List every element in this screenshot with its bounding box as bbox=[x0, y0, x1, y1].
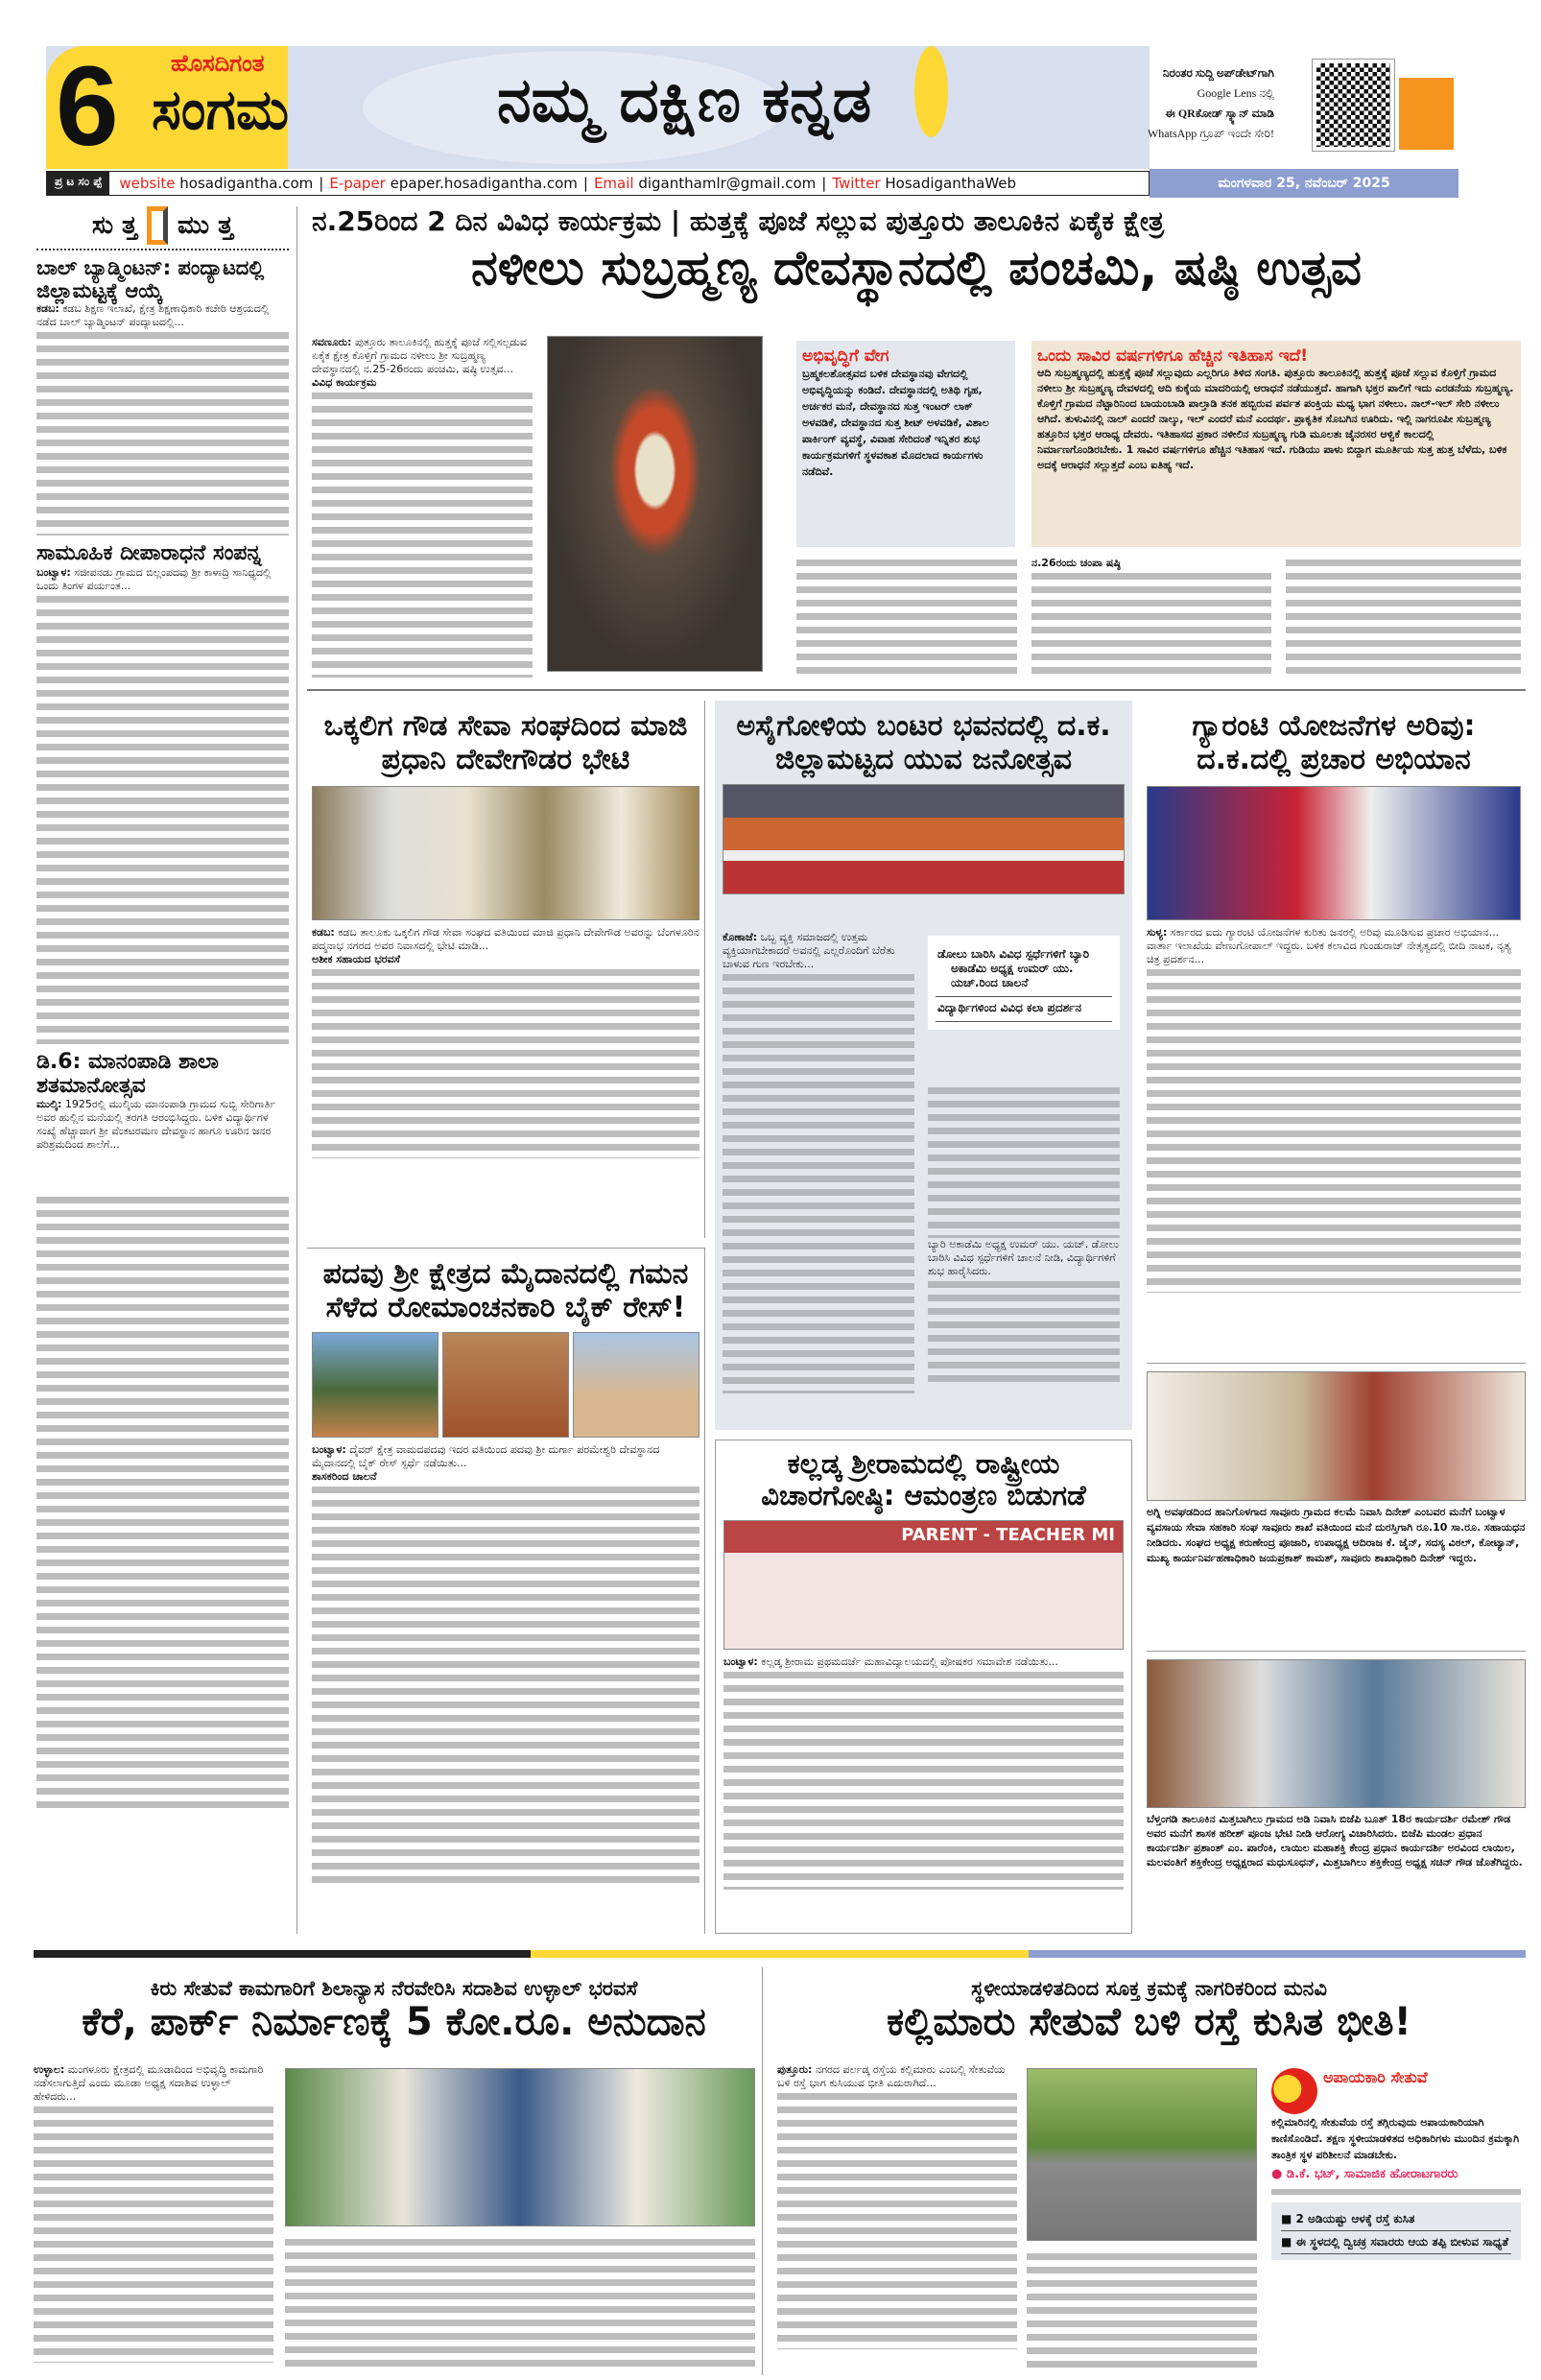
headline: ಗ್ಯಾರಂಟಿ ಯೋಜನೆಗಳ ಅರಿವು: ದ.ಕ.ದಲ್ಲಿ ಪ್ರಚಾರ ಅಭಿಯಾನ bbox=[1192, 709, 1476, 776]
campaign-photo bbox=[1147, 786, 1521, 920]
brand-logo: ಹೊಸದಿಗಂತ bbox=[171, 50, 265, 77]
bike-race-photo bbox=[573, 1332, 699, 1438]
headline: ಡಿ.6: ಮಾನಂಪಾಡಿ ಶಾಲಾ ಶತಮಾನೋತ್ಸವ bbox=[36, 1049, 219, 1098]
date: ಮಂಗಳವಾರ 25, ನವೆಂಬರ್ 2025 bbox=[1150, 169, 1458, 198]
quote-box: ಅಪಾಯಕಾರಿ ಸೇತುವೆ ಕಲ್ಲಿಮಾರಿನಲ್ಲಿ ಸೇತುವೆಯ ರಸ್ತೆ ತಗ್ಗಿರುವುದು ಅಪಾಯಕಾರಿಯಾಗಿ ಕಾಣಿಸೊಂಡಿದೆ. ತಕ್ಷಣ ಸ್ಥಳೀಯಾಡಳಿತದ ಅಧಿಕಾರಿಗಳು ಮುಂದಿನ ಕ್ರಮಕ್ಕಾಗಿ ತಾಂತ್ರಿಕ ಸ್ಥಳ ಪರಿಶೀಲನೆ ಮಾಡಬೇಕು. ● ಡಿ.ಕೆ. ಭಟ್, ಸಾಮಾಜಿಕ ಹೋರಾಟಗಾರರು ■ 2 ಅಡಿಯಷ್ಟು ಆಳಕ್ಕೆ ರಸ್ತೆ ಕುಸಿತ ■ ಈ ಸ್ಥಳದಲ್ಲಿ ದ್ವಿಚಕ್ರ ಸವಾರರು ಆಯ ತಪ್ಪಿ ಬೀಳುವ ಸಾಧ್ಯತೆ bbox=[1271, 2068, 1521, 2260]
headline: ಒಕ್ಕಲಿಗ ಗೌಡ ಸೇವಾ ಸಂಘದಿಂದ ಮಾಜಿ ಪ್ರಧಾನಿ ದೇವೇಗೌಡರ ಭೇಟಿ bbox=[323, 709, 688, 776]
headline: ಅಸೈಗೋಳಿಯ ಬಂಟರ ಭವನದಲ್ಲಿ ದ.ಕ. ಜಿಲ್ಲಾಮಟ್ಟದ ಯುವ ಜನೋತ್ಸವ bbox=[736, 709, 1111, 776]
subhead: ನ.26ರಂದು ಚಂಪಾ ಷಷ್ಠಿ bbox=[1031, 557, 1121, 569]
story-bridge: ಸ್ಥಳೀಯಾಡಳಿತದಿಂದ ಸೂಕ್ತ ಕ್ರಮಕ್ಕೆ ನಾಗರಿಕರಿಂದ ಮನವಿ ಕಲ್ಲಿಮಾರು ಸೇತುವೆ ಬಳಿ ರಸ್ತೆ ಕುಸಿತ ಭೀತಿ! ಪುತ್ತೂರು: ನಗರದ ಪರ್ಲಡ್ಕ ರಸ್ತೆಯ ಕಲ್ಲಿಮಾರು ಎಂಬಲ್ಲಿ ಸೇತುವೆಯ ಬಳಿ ರಸ್ತೆ ಭಾಗ ಕುಸಿಯುವ ಭೀತಿ ಎದುರಾಗಿದೆ... ಅಪಾಯಕಾರಿ ಸೇತುವೆ ಕಲ್ಲಿಮಾರಿನಲ್ಲಿ ಸೇತುವೆಯ ರಸ್ತೆ ತಗ್ಗಿರುವುದು ಅಪಾಯಕಾರಿಯಾಗಿ ಕಾಣಿಸೊಂಡಿದೆ. ತಕ್ಷಣ ಸ್ಥಳೀಯಾಡಳಿತದ ಅಧಿಕಾರಿಗಳು ಮುಂದಿನ ಕ್ರಮಕ್ಕಾಗಿ ತಾಂತ್ರಿಕ ಸ್ಥಳ ಪರಿಶೀಲನೆ ಮಾಡಬೇಕು. ● ಡಿ.ಕೆ. ಭಟ್, ಸಾಮಾಜಿಕ ಹೋರಾಟಗಾರರು ■ 2 ಅಡಿಯಷ್ಟು ಆಳಕ್ಕೆ ರಸ್ತೆ ಕುಸಿತ ■ ಈ ಸ್ಥಳದಲ್ಲಿ ದ್ವಿಚಕ್ರ ಸವಾರರು ಆಯ ತಪ್ಪಿ ಬೀಳುವ ಸಾಧ್ಯತೆ bbox=[772, 1967, 1526, 2375]
section-divider bbox=[34, 1950, 1526, 1958]
bullet-item: ■ 2 ಅಡಿಯಷ್ಟು ಆಳಕ್ಕೆ ರಸ್ತೆ ಕುಸಿತ bbox=[1281, 2208, 1511, 2231]
story-gowda: ಒಕ್ಕಲಿಗ ಗೌಡ ಸೇವಾ ಸಂಘದಿಂದ ಮಾಜಿ ಪ್ರಧಾನಿ ದೇವೇಗೌಡರ ಭೇಟಿ ಕಡಬ: ಕಡಬ ತಾಲೂಕು ಒಕ್ಕಲಿಗ ಗೌಡ ಸೇವಾ ಸಂಘದ ವತಿಯಿಂದ ಮಾಜಿ ಪ್ರಧಾನಿ ದೇವೇಗೌಡ ಅವರನ್ನು ಬೆಂಗಳೂರಿನ ಪದ್ಮನಾಭ ನಗರದ ಅವರ ನಿವಾಸದಲ್ಲಿ ಭೇಟಿ ಮಾಡಿ... ಅಶೀಕ ಸಹಾಯದ ಭರವಸೆ bbox=[307, 701, 705, 1238]
bike-race-photo bbox=[312, 1332, 439, 1438]
photo-news-mla-visit: ಬೆಳ್ತಂಗಡಿ ತಾಲೂಕಿನ ಮಿತ್ತಬಾಗಿಲು ಗ್ರಾಮದ ಅಡಿ ನಿವಾಸಿ ಬಿಜೆಪಿ ಬೂತ್ 18ರ ಕಾರ್ಯದರ್ಶಿ ರಮೇಶ್ ಗೌಡ ಅವರ ಮನೆಗೆ ಶಾಸಕ ಹರೀಶ್ ಪೂಂಜ ಭೇಟಿ ನೀಡಿ ಆರೋಗ್ಯ ವಿಚಾರಿಸಿದರು. ಬಿಜೆಪಿ ಮಂಡಲ ಪ್ರಧಾನ ಕಾರ್ಯದರ್ಶಿ ಪ್ರಶಾಂತ್ ಎಂ. ಪಾರೆಂಕಿ, ಲಾಯಿಲ ಮಹಾಶಕ್ತಿ ಕೇಂದ್ರ ಪ್ರಧಾನ ಕಾರ್ಯದರ್ಶಿ ಅರವಿಂದ ಲಾಯಿಲ, ಮಲವಂತಿಗೆ ಶಕ್ತಿಕೇಂದ್ರ ಅಧ್ಯಕ್ಷರಾದ ಮಧುಸೂಧನ್, ಮಿತ್ತಬಾಗಿಲು ಶಕ್ತಿಕೇಂದ್ರ ಅಧ್ಯಕ್ಷ ಸಚಿನ್ ಗೌಡ ಜೊತೆಗಿದ್ದರು. bbox=[1147, 1651, 1526, 1934]
window-icon bbox=[147, 206, 168, 245]
story-guarantee: ಗ್ಯಾರಂಟಿ ಯೋಜನೆಗಳ ಅರಿವು: ದ.ಕ.ದಲ್ಲಿ ಪ್ರಚಾರ ಅಭಿಯಾನ ಸುಳ್ಯ: ಸರ್ಕಾರದ ಐದು ಗ್ಯಾರಂಟಿ ಯೋಜನೆಗಳ ಕುರಿತು ಜನರಲ್ಲಿ ಅರಿವು ಮೂಡಿಸುವ ಪ್ರಚಾರ ಅಭಿಯಾನ... ವಾರ್ತಾ ಇಲಾಖೆಯ ವೇಣುಗೋಪಾಲ್ ಇದ್ದರು. ಬಳಿಕ ಕಲಾವಿದ ಗುಂಡುರಾಜ್ ನೇತೃತ್ವದಲ್ಲಿ ಬೀದಿ ನಾಟಕ, ನೃತ್ಯ ಚಿತ್ರ ಪ್ರದರ್ಶನ... bbox=[1142, 701, 1526, 1353]
headline: ಕೆರೆ, ಪಾರ್ಕ್ ನಿರ್ಮಾಣಕ್ಕೆ 5 ಕೋ.ರೂ. ಅನುದಾನ bbox=[82, 2000, 706, 2045]
story-kalladka: ಕಲ್ಲಡ್ಕ ಶ್ರೀರಾಮದಲ್ಲಿ ರಾಷ್ಟ್ರೀಯ ವಿಚಾರಗೋಷ್ಠಿ: ಆಮಂತ್ರಣ ಬಿಡುಗಡೆ PARENT - TEACHER MI ಬಂಟ್ವಾಳ: ಕಲ್ಲಡ್ಕ ಶ್ರೀರಾಮ ಪ್ರಥಮದರ್ಜೆ ಮಹಾವಿದ್ಯಾಲಯದಲ್ಲಿ ಪೋಷಕರ ಸಮಾವೇಶ ನಡೆಯಿತು... bbox=[715, 1440, 1132, 1934]
qr-code[interactable] bbox=[1313, 60, 1394, 151]
link-twitter[interactable]: Twitter HosadiganthaWeb bbox=[832, 175, 1017, 192]
page-number: 6 bbox=[56, 43, 115, 170]
info-box: ಅಭಿವೃದ್ಧಿಗೆ ವೇಗ ಬ್ರಹ್ಮಕಲಶೋತ್ಸವದ ಬಳಿಕ ದೇವಸ್ಥಾನವು ವೇಗದಲ್ಲಿ ಅಭಿವೃದ್ಧಿಯನ್ನು ಕಂಡಿದೆ. ದೇವಸ್ಥಾನದಲ್ಲಿ ಅತಿಥಿ ಗೃಹ, ಅರ್ಚಕರ ಮನೆ, ದೇವಸ್ಥಾನದ ಸುತ್ತ ಇಂಟರ್ ಲಾಕ್ ಅಳವಡಿಕೆ, ದೇವಸ್ಥಾನದ ಸುತ್ತ ಶೀಟ್ ಅಳವಡಿಕೆ, ವಿಶಾಲ ಪಾರ್ಕಿಂಗ್ ವ್ಯವಸ್ಥೆ, ವಿವಾಹ ಸೇರಿದಂತೆ ಇನ್ನಿತರ ಶುಭ ಕಾರ್ಯಕ್ರಮಗಳಿಗೆ ಸ್ಥಳವಕಾಶ ಮೊದಲಾದ ಕಾರ್ಯಗಳು ನಡೆದಿವೆ. bbox=[796, 341, 1015, 547]
suttamutta-label: ಸು ತ್ತ ಮು ತ್ತ bbox=[36, 206, 289, 250]
bullet-item: ಡೋಲು ಬಾರಿಸಿ ವಿವಿಧ ಸ್ಪರ್ಧೆಗಳಿಗೆ ಬ್ಯಾರಿ ಅಕಾಡೆಮಿ ಅಧ್ಯಕ್ಷ ಉಮರ್ ಯು. ಯಚ್.ರಿಂದ ಚಾಲನೆ bbox=[936, 943, 1112, 997]
meeting-photo bbox=[312, 786, 699, 920]
lead-story bbox=[307, 206, 1526, 691]
quote-author: ● ಡಿ.ಕೆ. ಭಟ್, ಸಾಮಾಜಿಕ ಹೋರಾಟಗಾರರು bbox=[1271, 2167, 1458, 2181]
left-column bbox=[36, 206, 297, 1934]
story-yuva: ಅಸೈಗೋಳಿಯ ಬಂಟರ ಭವನದಲ್ಲಿ ದ.ಕ. ಜಿಲ್ಲಾಮಟ್ಟದ ಯುವ ಜನೋತ್ಸವ ಕೊಣಾಜೆ: ಒಬ್ಬ ವ್ಯಕ್ತಿ ಸಮಾಜದಲ್ಲಿ ಉತ್ತಮ ವ್ಯಕ್ತಿಯಾಗಬೇಕಾದರೆ ಅವನಲ್ಲಿ ಎಲ್ಲರೊಂದಿಗೆ ಬೆರೆತು ಬಾಳುವ ಗುಣ ಇರಬೇಕು... ಡೋಲು ಬಾರಿಸಿ ವಿವಿಧ ಸ್ಪರ್ಧೆಗಳಿಗೆ ಬ್ಯಾರಿ ಅಕಾಡೆಮಿ ಅಧ್ಯಕ್ಷ ಉಮರ್ ಯು. ಯಚ್.ರಿಂದ ಚಾಲನೆ ವಿದ್ಯಾರ್ಥಿಗಳಿಂದ ವಿವಿಧ ಕಲಾ ಪ್ರದರ್ಶನ ಬ್ಯಾರಿ ಅಕಾಡೆಮಿ ಅಧ್ಯಕ್ಷ ಉಮರ್ ಯು. ಯಚ್. ಡೋಲು ಬಾರಿಸಿ ವಿವಿಧ ಸ್ಪರ್ಧೆಗಳಿಗೆ ಚಾಲನೆ ನೀಡಿ, ವಿದ್ಯಾರ್ಥಿಗಳಿಗೆ ಶುಭ ಹಾರೈಸಿದರು. bbox=[715, 701, 1132, 1430]
qr-instructions: ನಿರಂತರ ಸುದ್ದಿ ಅಪ್‌ಡೇಟ್‌ಗಾಗಿ Google Lens ನಲ್ಲಿ ಈ QRಕೋಡ್ ಸ್ಕ್ಯಾನ್ ಮಾಡಿ WhatsApp ಗ್ರೂಪ್ ಇಂದೇ ಸೇರಿ! bbox=[1147, 66, 1274, 140]
photo-news-fire-aid: ಅಗ್ನಿ ಅವಘಡದಿಂದ ಹಾನಿಗೊಳಗಾದ ಸಾವೂರು ಗ್ರಾಮದ ಕಲಮೆ ನಿವಾಸಿ ದಿನೇಶ್ ಎಂಬವರ ಮನೆಗೆ ಬಂಟ್ವಾಳ ವ್ಯವಸಾಯ ಸೇವಾ ಸಹಕಾರಿ ಸಂಘ ಸಾವೂರು ಶಾಖೆ ವತಿಯಿಂದ ಮನೆ ದುರಸ್ತಿಗಾಗಿ ರೂ.10 ಸಾ.ರೂ. ಸಹಾಯಧನ ನೀಡಿದರು. ಸಂಘದ ಅಧ್ಯಕ್ಷ ಕರುಣೇಂದ್ರ ಪೂಜಾರಿ, ಉಪಾಧ್ಯಕ್ಷ ಆದಿರಾಜ ಕೆ. ಜೈನ್, ಸದಸ್ಯ ವಿಠಲ್, ಕೋಟ್ಯಾನ್, ಮುಖ್ಯ ಕಾರ್ಯನಿರ್ವಹಣಾಧಿಕಾರಿ ಜಯಪ್ರಕಾಶ್ ಕಾಮತ್, ಸಾವೂರು ಶಾಖಾಧಿಕಾರಿ ದಿನೇಶ್ ಇದ್ದರು. bbox=[1147, 1363, 1526, 1646]
youth-fest-photo bbox=[723, 784, 1125, 894]
article-body: ಕಡಬ: ಕಡಬ ಶಿಕ್ಷಣ ಇಲಾಖೆ, ಕ್ಷೇತ್ರ ಶಿಕ್ಷಣಾಧಿಕಾರಿ ಕಚೇರಿ ಆಶ್ರಯದಲ್ಲಿ ನಡೆದ ಬಾಲ್ ಬ್ಯಾಡ್ಮಿಂಟನ್ ಪಂದ್ಯಾಟದಲ್ಲಿ... bbox=[36, 302, 270, 329]
headline: ಕಲ್ಲಡ್ಕ ಶ್ರೀರಾಮದಲ್ಲಿ ರಾಷ್ಟ್ರೀಯ ವಿಚಾರಗೋಷ್ಠಿ: ಆಮಂತ್ರಣ ಬಿಡುಗಡೆ bbox=[761, 1447, 1086, 1512]
cheque-handover-photo bbox=[1147, 1371, 1526, 1501]
subhead: ಅಶೀಕ ಸಹಾಯದ ಭರವಸೆ bbox=[312, 953, 400, 965]
page-title: ನಮ್ಮ ದಕ್ಷಿಣ ಕನ್ನಡ bbox=[497, 65, 872, 136]
mla-visit-photo bbox=[1147, 1659, 1526, 1808]
bridge-road-photo bbox=[1027, 2068, 1257, 2241]
temple-deity-photo bbox=[547, 336, 763, 672]
bike-race-photo bbox=[442, 1332, 569, 1438]
headline: ನಳೀಲು ಸುಬ್ರಹ್ಮಣ್ಯ ದೇವಸ್ಥಾನದಲ್ಲಿ ಪಂಚಮಿ, ಷಷ್ಠಿ ಉತ್ಸವ bbox=[471, 240, 1362, 297]
highlights-box bbox=[1271, 2202, 1521, 2260]
kicker: ಕಿರು ಸೇತುವೆ ಕಾಮಗಾರಿಗೆ ಶಿಲಾನ್ಯಾಸ ನೆರವೇರಿಸಿ ಸದಾಶಿವ ಉಳ್ಳಾಲ್ ಭರವಸೆ bbox=[150, 1977, 638, 2000]
headline: ಕಲ್ಲಿಮಾರು ಸೇತುವೆ ಬಳಿ ರಸ್ತೆ ಕುಸಿತ ಭೀತಿ! bbox=[887, 2000, 1411, 2045]
link-website[interactable]: website hosadigantha.com bbox=[119, 175, 314, 192]
bullet-item: ವಿದ್ಯಾರ್ಥಿಗಳಿಂದ ವಿವಿಧ ಕಲಾ ಪ್ರದರ್ಶನ bbox=[936, 997, 1112, 1022]
info-strip: ಪ್ರ ಟ ಸಂ ಪ್ಪೆ website hosadigantha.com | E-paper epaper.hosadigantha.com | Email diganthamlr@gmail.com | Twitter HosadiganthaWeb bbox=[46, 171, 1150, 196]
bullet-item: ■ ಈ ಸ್ಥಳದಲ್ಲಿ ದ್ವಿಚಕ್ರ ಸವಾರರು ಆಯ ತಪ್ಪಿ ಬೀಳುವ ಸಾಧ್ಯತೆ bbox=[1281, 2231, 1511, 2254]
headline: ಸಾಮೂಹಿಕ ದೀಪಾರಾಧನೆ ಸಂಪನ್ನ bbox=[36, 541, 262, 566]
quote-icon bbox=[1271, 2068, 1317, 2114]
edition-label: ಪ್ರ ಟ ಸಂ ಪ್ಪೆ bbox=[47, 172, 109, 195]
link-email[interactable]: Email diganthamlr@gmail.com bbox=[593, 175, 817, 192]
headline: ಪದವು ಶ್ರೀ ಕ್ಷೇತ್ರದ ಮೈದಾನದಲ್ಲಿ ಗಮನ ಸೆಳೆದ ರೋಮಾಂಚನಕಾರಿ ಬೈಕ್ ರೇಸ್! bbox=[322, 1257, 689, 1324]
article-body: ಬಂಟ್ವಾಳ: ಸಜೀಪನಡು ಗ್ರಾಮದ ಬಿಲ್ಲಂಪದವು ಶ್ರೀ ಕಾಳಾದ್ರಿ ಸಾನಿಧ್ಯದಲ್ಲಿ ಒಂದು ತಿಂಗಳ ಪರ್ಯಂತ... bbox=[36, 565, 272, 592]
masthead bbox=[46, 43, 1495, 192]
foundation-ceremony-photo bbox=[285, 2068, 755, 2226]
section-title: ಸಂಗಮ bbox=[152, 77, 290, 142]
kicker: ನ.25ರಿಂದ 2 ದಿನ ವಿವಿಧ ಕಾರ್ಯಕ್ರಮ | ಹುತ್ತಕ್ಕೆ ಪೂಜೆ ಸಲ್ಲುವ ಪುತ್ತೂರು ತಾಲೂಕಿನ ಏಕೈಕ ಕ್ಷೇತ್ರ bbox=[312, 205, 1165, 237]
link-epaper[interactable]: E-paper epaper.hosadigantha.com bbox=[329, 175, 578, 192]
article-body: ಸವಣೂರು: ಪುತ್ತೂರು ತಾಲೂಕಿನಲ್ಲಿ ಹುತ್ತಕ್ಕೆ ಪೂಜೆ ಸಲ್ಲಿಸಲ್ಪಡುವ ಏಕೈಕ ಕ್ಷೇತ್ರ ಕೊಳ್ತಿಗೆ ಗ್ರಾಮದ ನಳೀಲು ಶ್ರೀ ಸುಬ್ರಹ್ಮಣ್ಯ ದೇವಸ್ಥಾನದಲ್ಲಿ ನ.25-26ರಂದು ಪಂಚಮಿ, ಷಷ್ಠಿ ಉತ್ಸವ... ವಿವಿಧ ಕಾರ್ಯಕ್ರಮ bbox=[312, 336, 533, 681]
story-bike-race: ಪದವು ಶ್ರೀ ಕ್ಷೇತ್ರದ ಮೈದಾನದಲ್ಲಿ ಗಮನ ಸೆಳೆದ ರೋಮಾಂಚನಕಾರಿ ಬೈಕ್ ರೇಸ್! ಬಂಟ್ವಾಳ: ದೈವರ್ ಕ್ಷೇತ್ರ ವಾಮದಪದವು ಇದರ ವತಿಯಿಂದ ಪದವು ಶ್ರೀ ದುರ್ಗಾ ಪರಮೇಶ್ವರಿ ದೇವಸ್ಥಾನದ ಮೈದಾನದಲ್ಲಿ ಬೈಕ್ ರೇಸ್ ಸ್ಪರ್ಧೆ ನಡೆಯಿತು... ಶಾಸಕರಿಂದ ಚಾಲನೆ bbox=[307, 1248, 705, 1934]
story-kere-park: ಕಿರು ಸೇತುವೆ ಕಾಮಗಾರಿಗೆ ಶಿಲಾನ್ಯಾಸ ನೆರವೇರಿಸಿ ಸದಾಶಿವ ಉಳ್ಳಾಲ್ ಭರವಸೆ ಕೆರೆ, ಪಾರ್ಕ್ ನಿರ್ಮಾಣಕ್ಕೆ 5 ಕೋ.ರೂ. ಅನುದಾನ ಉಳ್ಳಾಲ: ಮಂಗಳೂರು ಕ್ಷೇತ್ರದಲ್ಲಿ ಮೂಡಾದಿಂದ ಅಭಿವೃದ್ಧಿ ಕಾಮಗಾರಿ ನಡೆಸಲಾಗುತ್ತಿದೆ ಎಂದು ಮೂಡಾ ಅಧ್ಯಕ್ಷ ಸದಾಶಿವ ಉಳ್ಳಾಲ್ ಹೇಳಿದರು... bbox=[34, 1967, 763, 2375]
article-body: ಮುಲ್ಕಿ: 1925ರಲ್ಲಿ ಮುಲ್ಕಿಯ ಮಾನಂಪಾಡಿ ಗ್ರಾಮದ ಸುಬ್ಬಿ ಸೇರಿಗಾರ್ತಿ ಅವರ ಹುಲ್ಲಿನ ಮನೆಯಲ್ಲಿ ತರಗತಿ ಆರಂಭಿಸಿದ್ದರು. ಬಳಿಕ ವಿದ್ಯಾರ್ಥಿಗಳ ಸಂಖ್ಯೆ ಹೆಚ್ಚಾದಾಗ ಶ್ರೀ ವೆಂಕಟರಮಣ ದೇವಸ್ಥಾನ ಹಾಗೂ ಊರಿನ ಜನರ ಪರಿಶ್ರಮದಿಂದ ಶಾಲೆಗೆ... bbox=[36, 1098, 276, 1152]
headline: ಬಾಲ್ ಬ್ಯಾಡ್ಮಿಂಟನ್: ಪಂದ್ಯಾಟದಲ್ಲಿ ಜಿಲ್ಲಾಮಟ್ಟಕ್ಕೆ ಆಯ್ಕೆ bbox=[36, 256, 265, 303]
subhead: ಶಾಸಕರಿಂದ ಚಾಲನೆ bbox=[312, 1470, 377, 1483]
invitation-release-photo: PARENT - TEACHER MI bbox=[723, 1520, 1124, 1650]
kicker: ಸ್ಥಳೀಯಾಡಳಿತದಿಂದ ಸೂಕ್ತ ಕ್ರಮಕ್ಕೆ ನಾಗರಿಕರಿಂದ ಮನವಿ bbox=[971, 1977, 1327, 2000]
history-box: ಒಂದು ಸಾವಿರ ವರ್ಷಗಳಿಗೂ ಹೆಚ್ಚಿನ ಇತಿಹಾಸ ಇದೆ! ಆದಿ ಸುಬ್ರಹ್ಮಣ್ಯದಲ್ಲಿ ಹುತ್ತಕ್ಕೆ ಪೂಜೆ ಸಲ್ಲುವುದು ಎಲ್ಲರಿಗೂ ತಿಳಿದ ಸಂಗತಿ. ಪುತ್ತೂರು ತಾಲೂಕಿನಲ್ಲಿ ಹುತ್ತಕ್ಕೆ ಪೂಜೆ ಸಲ್ಲುವ ಕೊಳ್ತಿಗೆ ಗ್ರಾಮದ ನಳೀಲು ಶ್ರೀ ಸುಬ್ರಹ್ಮಣ್ಯ ದೇವಳದಲ್ಲಿ ಆದಿ ಕುಕ್ಕೆಯ ಮಾದರಿಯಲ್ಲಿ ಆರಾಧನೆ ನಡೆಯುತ್ತದೆ. ಹಾಗಾಗಿ ಭಕ್ತರ ಪಾಲಿಗೆ ಇದು ಎರಡನೆಯ ಸುಬ್ರಹ್ಮಣ್ಯ. ಕೊಳ್ತಿಗೆ ಗ್ರಾಮದ ನೆಟ್ಟಾರಿನಿಂದ ಬಾಯಂಬಾಡಿ ಪಾಲ್ತಾಡಿ ತನಕ ಹಬ್ಬಿರುವ ಪರ್ವತ ಪಂಕ್ತಿಯ ಮಧ್ಯ ಭಾಗ ನಳೀಲು. ನಾಲ್-ಇಲ್ ಸೇರಿ ನಳೀಲು ಆಗಿದೆ. ತುಳುವಿನಲ್ಲಿ ನಾಲ್ ಎಂದರೆ ನಾಲ್ಕು, ಇಲ್ ಎಂದರೆ ಮನೆ ಎಂದರ್ಥ. ಪ್ರಾಕೃತಿಕ ಸೊಬಗಿನ ಊರಿದು. ಇಲ್ಲಿ ನಾಗರೂಪೀ ಸುಬ್ರಹ್ಮಣ್ಯ ಹತ್ತೂರಿನ ಭಕ್ತರ ಆರಾಧ್ಯ ದೇವರು. ಇತಿಹಾಸದ ಪ್ರಕಾರ ನಳೀಲಿನ ಸುಬ್ರಹ್ಮಣ್ಯ ಗುಡಿ ಮೂಲತಃ ಜೈನರಸರ ಆಳ್ವಿಕೆ ಕಾಲದಲ್ಲಿ ನಿರ್ಮಾಣಗೊಂಡಿರಬೇಕು. 1 ಸಾವಿರ ವರ್ಷಗಳಿಗೂ ಹೆಚ್ಚಿನ ಇತಿಹಾಸ ಇದೆ. ಗುಡಿಯು ಪಾಳು ಬಿದ್ದಾಗ ಮೂರ್ತಿಯ ಸುತ್ತ ಹುತ್ತ ಬೆಳೆದು, ಬಳಿಕ ಅದಕ್ಕೆ ಆರಾಧನೆ ಸಲ್ಲುತ್ತದೆ ಎಂಬ ಐತಿಹ್ಯ ಇದೆ. bbox=[1031, 341, 1521, 547]
highlights-box bbox=[928, 936, 1120, 1030]
